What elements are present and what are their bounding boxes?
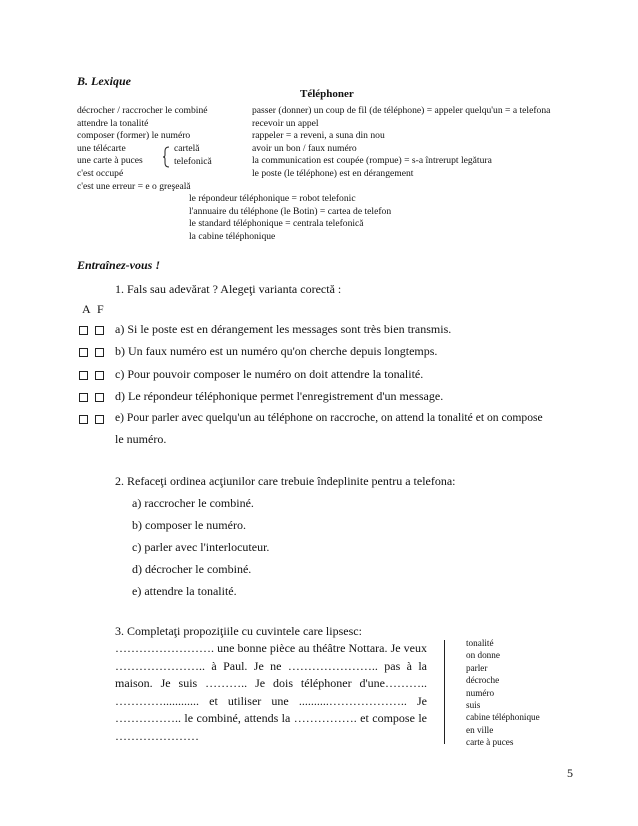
vocab-right-column xyxy=(252,105,550,181)
page-number: 5 xyxy=(567,766,573,780)
word-box-item: carte à puces xyxy=(466,737,514,748)
ex2-item: b) composer le numéro. xyxy=(132,518,246,532)
section-b-title: B. Lexique xyxy=(77,74,131,88)
ex2-item: e) attendre la tonalité. xyxy=(132,584,237,598)
vocab-right-item: passer (donner) un coup de fil (de téléphone) = appeler quelqu'un = a telefona xyxy=(252,105,551,116)
checkbox-true-a[interactable] xyxy=(79,326,88,335)
checkbox-true-c[interactable] xyxy=(79,371,88,380)
checkbox-true-e[interactable] xyxy=(79,415,88,424)
brace-translation-line: telefonică xyxy=(174,155,212,167)
vocab-bottom-list xyxy=(189,193,391,243)
vocab-right-item: avoir un bon / faux numéro xyxy=(252,142,357,154)
ex1-item-b: b) Un faux numéro est un numéro qu'on cherche depuis longtemps. xyxy=(115,344,438,358)
vocab-right-item: recevoir un appel xyxy=(252,117,319,129)
checkbox-true-d[interactable] xyxy=(79,393,88,402)
vocab-right-item: rappeler = a reveni, a suna din nou xyxy=(252,130,385,142)
ex1-col-a: A xyxy=(82,302,91,316)
ex1-item-d: d) Le répondeur téléphonique permet l'enregistrement d'un message. xyxy=(115,389,444,403)
word-box-item: parler xyxy=(466,662,488,673)
ex2-instruction: 2. Refaceţi ordinea acţiunilor care trebuie îndeplinite pentru a telefona: xyxy=(115,474,456,488)
vocab-left-item: c'est occupé xyxy=(77,167,124,179)
exercises-title: Entraînez-vous ! xyxy=(77,258,161,272)
vocab-left-item: une télécarte xyxy=(77,142,126,154)
checkbox-false-b[interactable] xyxy=(95,348,104,357)
word-box-item: cabine téléphonique xyxy=(466,712,540,723)
word-box-item: suis xyxy=(466,700,481,711)
vocab-left-item: c'est une erreur = e o greşeală xyxy=(77,180,191,192)
vocab-left-item: attendre la tonalité xyxy=(77,117,149,129)
ex1-item-e-cont: le numéro. xyxy=(115,432,167,446)
checkbox-false-e[interactable] xyxy=(95,415,104,424)
word-box xyxy=(466,637,540,749)
checkbox-false-d[interactable] xyxy=(95,393,104,402)
vocab-bottom-item: la cabine téléphonique xyxy=(189,230,276,242)
checkbox-false-c[interactable] xyxy=(95,371,104,380)
ex3-instruction: 3. Completaţi propoziţiile cu cuvintele care lipsesc: xyxy=(115,624,362,638)
word-box-item: en ville xyxy=(466,724,494,735)
word-box-item: décroche xyxy=(466,675,500,686)
ex2-item: c) parler avec l'interlocuteur. xyxy=(132,540,270,554)
vocab-heading: Téléphoner xyxy=(300,88,354,100)
vocab-left-item: décrocher / raccrocher le combiné xyxy=(77,105,208,116)
curly-brace xyxy=(163,146,171,168)
vocab-bottom-item: l'annuaire du téléphone (le Botin) = cartea de telefon xyxy=(189,205,392,217)
ex2-item: d) décrocher le combiné. xyxy=(132,562,252,576)
vocab-left-item: une carte à puces xyxy=(77,155,143,167)
vocab-bottom-item: le répondeur téléphonique = robot telefonic xyxy=(189,193,356,204)
word-box-item: numéro xyxy=(466,687,495,698)
brace-translation xyxy=(174,143,212,168)
checkbox-false-a[interactable] xyxy=(95,326,104,335)
vocab-right-item: le poste (le téléphone) est en dérangement xyxy=(252,167,414,179)
ex2-item: a) raccrocher le combiné. xyxy=(132,496,254,510)
ex1-col-f: F xyxy=(97,302,104,316)
ex1-item-e: e) Pour parler avec quelqu'un au téléphone on raccroche, on attend la tonalité et on compose xyxy=(115,411,543,424)
brace-translation-line: cartelă xyxy=(174,143,200,154)
word-box-item: tonalité xyxy=(466,638,494,648)
word-box-item: on donne xyxy=(466,650,500,661)
vocab-right-item: la communication est coupée (rompue) = s-a întrerupt legătura xyxy=(252,155,492,167)
vocab-bottom-item: le standard téléphonique = centrala telefonică xyxy=(189,218,364,230)
ex3-fill-text: ……………………. une bonne pièce au théâtre Nottara. Je veux ………………….. à Paul. Je ne ………………….. pas à la maison. Je suis ……….. Je dois téléphoner d'une……….. …………............ et utiliser une ..........……………….. Je …………….. le combiné, attends la ……………. et compose le ………………… xyxy=(115,641,427,743)
checkbox-true-b[interactable] xyxy=(79,348,88,357)
ex1-instruction: 1. Fals sau adevărat ? Alegeţi varianta corectă : xyxy=(115,282,342,296)
vocab-left-item: composer (former) le numéro xyxy=(77,130,191,142)
ex1-item-a: a) Si le poste est en dérangement les messages sont très bien transmis. xyxy=(115,322,452,336)
ex1-item-c: c) Pour pouvoir composer le numéro on doit attendre la tonalité. xyxy=(115,367,424,381)
word-box-divider xyxy=(444,640,445,744)
